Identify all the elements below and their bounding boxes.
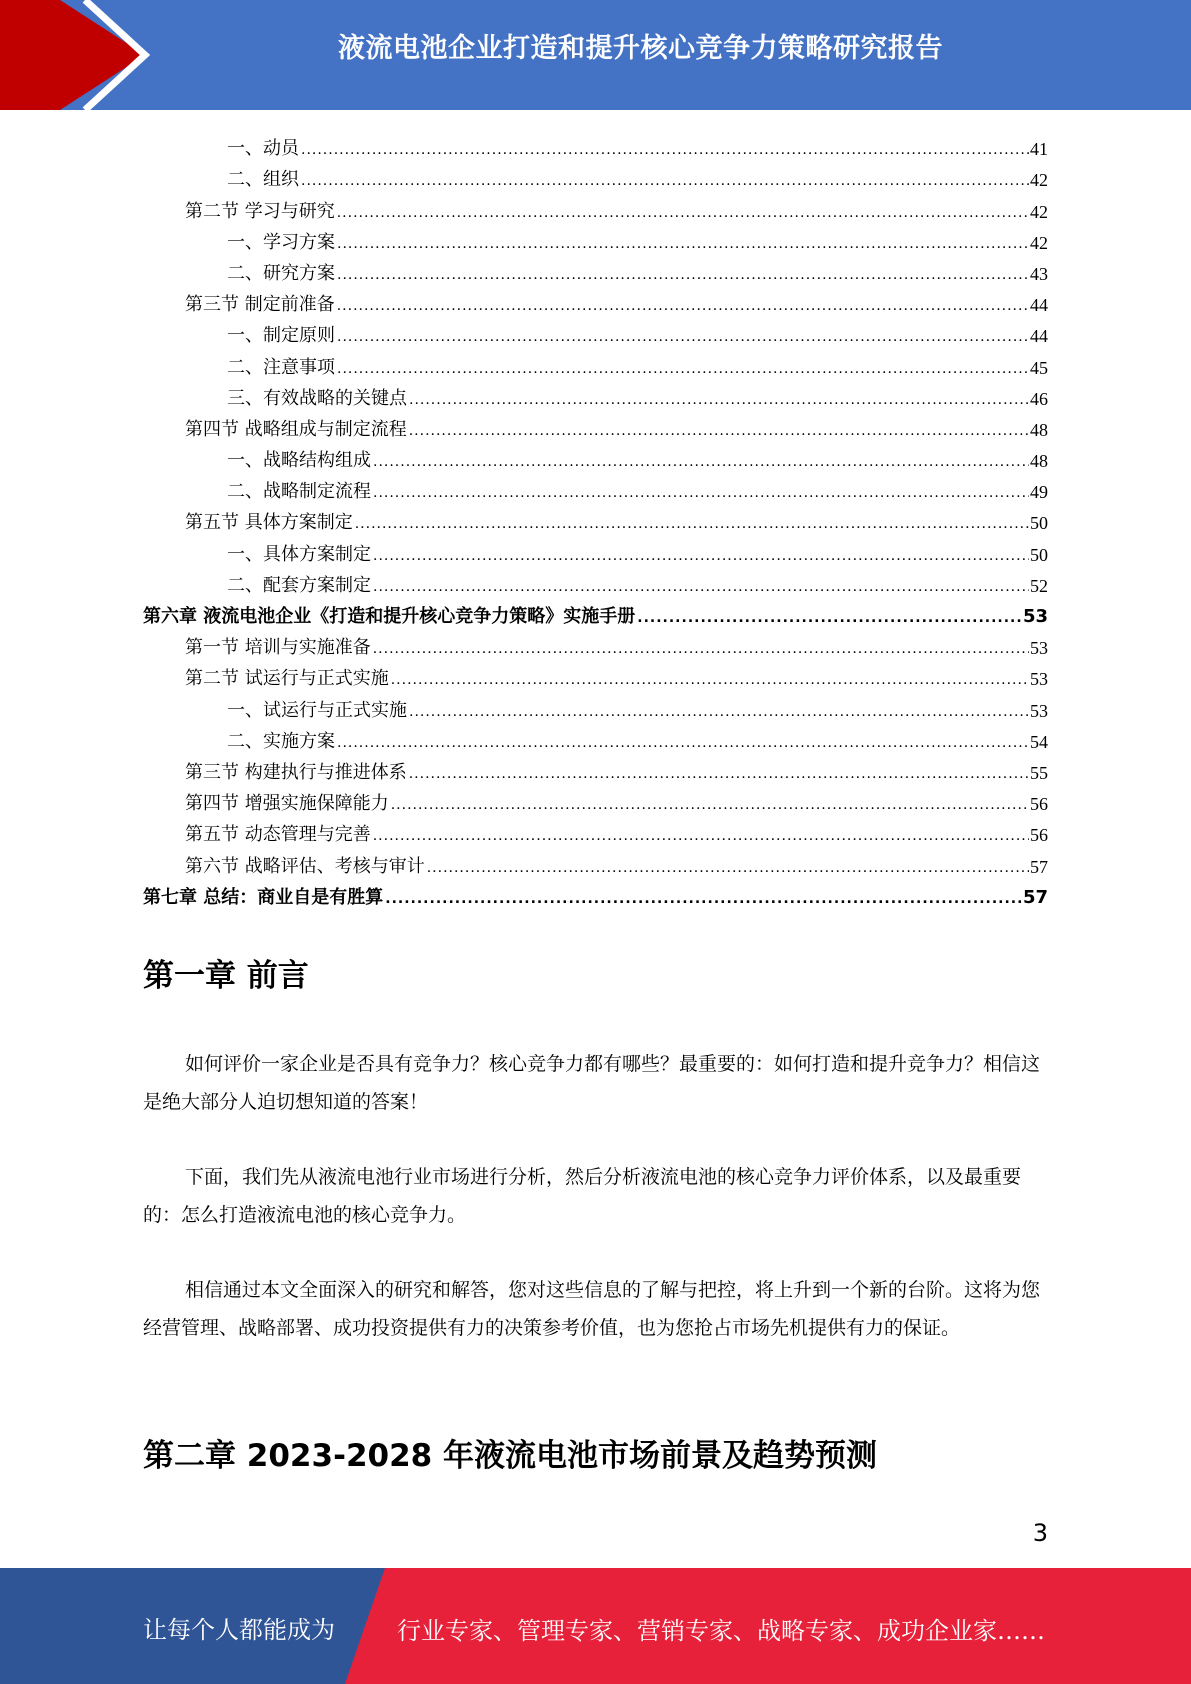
toc-dot-leader (373, 580, 1029, 594)
toc-subsection-entry[interactable] (143, 316, 1048, 347)
paragraph-1: 如何评价一家企业是否具有竞争力？核心竞争力都有哪些？最重要的：如何打造和提升竞争力？相信这是绝大部分人迫切想知道的答案！ (143, 1053, 1041, 1113)
toc-page-number: 48 (1030, 419, 1048, 440)
toc-dot-leader (385, 892, 1022, 906)
toc-entry-title: 二、注意事项 (227, 356, 335, 378)
toc-page-number: 50 (1030, 544, 1048, 565)
toc-subsection-entry[interactable] (143, 223, 1048, 254)
toc-section-entry[interactable] (143, 285, 1048, 316)
toc-page-number: 42 (1030, 201, 1048, 222)
toc-dot-leader (409, 424, 1029, 438)
toc-section-entry[interactable] (143, 815, 1048, 846)
toc-dot-leader (373, 829, 1029, 843)
toc-entry-title: 第二节 学习与研究 (185, 200, 335, 222)
toc-dot-leader (373, 486, 1029, 500)
toc-dot-leader (391, 798, 1029, 812)
toc-page-number: 46 (1030, 388, 1048, 409)
toc-page-number: 48 (1030, 451, 1048, 472)
toc-dot-leader (337, 299, 1029, 313)
toc-dot-leader (337, 268, 1029, 282)
toc-entry-title: 三、有效战略的关键点 (227, 387, 407, 409)
toc-page-number: 53 (1022, 606, 1048, 627)
toc-subsection-entry[interactable] (143, 347, 1048, 378)
toc-entry-title: 第七章 总结：商业自是有胜算 (143, 886, 384, 908)
toc-dot-leader (391, 673, 1029, 687)
toc-section-entry[interactable] (143, 784, 1048, 815)
toc-dot-leader (409, 393, 1029, 407)
toc-subsection-entry[interactable] (143, 441, 1048, 472)
paragraph-2: 下面，我们先从液流电池行业市场进行分析，然后分析液流电池的核心竞争力评价体系，以及最重要的：怎么打造液流电池的核心竞争力。 (143, 1166, 1022, 1226)
toc-page-number: 53 (1030, 700, 1048, 721)
toc-page-number: 41 (1030, 139, 1048, 160)
toc-dot-leader (373, 642, 1029, 656)
toc-page-number: 56 (1030, 794, 1048, 815)
toc-entry-title: 一、学习方案 (227, 231, 335, 253)
toc-page-number: 53 (1030, 669, 1048, 690)
toc-entry-title: 第三节 构建执行与推进体系 (185, 761, 407, 783)
toc-page-number: 53 (1030, 638, 1048, 659)
toc-page-number: 52 (1030, 575, 1048, 596)
toc-entry-title: 第六章 液流电池企业《打造和提升核心竞争力策略》实施手册 (143, 606, 636, 627)
toc-page-number: 54 (1030, 731, 1048, 752)
toc-entry-title: 第二节 试运行与正式实施 (185, 668, 389, 690)
toc-dot-leader (355, 517, 1029, 531)
toc-page-number: 44 (1030, 295, 1048, 316)
toc-entry-title: 一、制定原则 (227, 325, 335, 347)
toc-page-number: 57 (1030, 856, 1048, 877)
toc-section-entry[interactable] (143, 191, 1048, 222)
page-header (0, 0, 1191, 110)
toc-section-entry[interactable] (143, 628, 1048, 659)
toc-section-entry[interactable] (143, 410, 1048, 441)
chapter-1-heading: 第一章 前言 (143, 958, 309, 994)
toc-subsection-entry[interactable] (143, 254, 1048, 285)
header-red-arrow (0, 0, 145, 110)
toc-section-entry[interactable] (143, 503, 1048, 534)
toc-dot-leader (337, 237, 1029, 251)
toc-dot-leader (409, 767, 1029, 781)
toc-entry-title: 第三节 制定前准备 (185, 294, 335, 316)
toc-page-number: 57 (1022, 886, 1048, 908)
toc-entry-title: 二、实施方案 (227, 730, 335, 752)
toc-subsection-entry[interactable] (143, 129, 1048, 160)
toc-page-number: 55 (1030, 762, 1048, 783)
toc-entry-title: 第五节 动态管理与完善 (185, 824, 371, 846)
toc-dot-leader (337, 206, 1029, 220)
page-footer (0, 1568, 1191, 1684)
toc-dot-leader (373, 549, 1029, 563)
toc-entry-title: 一、战略结构组成 (227, 450, 371, 472)
toc-page-number: 42 (1030, 232, 1048, 253)
toc-subsection-entry[interactable] (143, 379, 1048, 410)
toc-subsection-entry[interactable] (143, 160, 1048, 191)
toc-dot-leader (409, 705, 1029, 719)
document-title: 液流电池企业打造和提升核心竞争力策略研究报告 (338, 33, 943, 64)
toc-dot-leader (337, 330, 1029, 344)
toc-dot-leader (637, 611, 1022, 625)
footer-slogan-left: 让每个人都能成为 (143, 1616, 335, 1644)
toc-entry-title: 二、组织 (227, 169, 299, 191)
toc-section-entry[interactable] (143, 659, 1048, 690)
toc-dot-leader (337, 736, 1029, 750)
toc-subsection-entry[interactable] (143, 472, 1048, 503)
toc-entry-title: 第一节 培训与实施准备 (185, 637, 371, 659)
footer-slogan-right: 行业专家、管理专家、营销专家、战略专家、成功企业家…… (397, 1617, 1045, 1645)
toc-entry-title: 第六节 战略评估、考核与审计 (185, 855, 425, 877)
toc-page-number: 45 (1030, 357, 1048, 378)
toc-page-number: 44 (1030, 326, 1048, 347)
chapter-2-heading: 第二章 2023-2028 年液流电池市场前景及趋势预测 (143, 1438, 878, 1474)
toc-entry-title: 一、动员 (227, 138, 299, 160)
toc-entry-title: 一、试运行与正式实施 (227, 699, 407, 721)
toc-entry-title: 第五节 具体方案制定 (185, 512, 353, 534)
table-of-contents (143, 129, 1048, 909)
toc-section-entry[interactable] (143, 753, 1048, 784)
toc-page-number: 43 (1030, 263, 1048, 284)
toc-entry-title: 第四节 增强实施保障能力 (185, 793, 389, 815)
paragraph-3: 相信通过本文全面深入的研究和解答，您对这些信息的了解与把控，将上升到一个新的台阶。这将为您经营管理、战略部署、成功投资提供有力的决策参考价值，也为您抢占市场先机提供有力的保证。 (143, 1279, 1041, 1339)
toc-subsection-entry[interactable] (143, 690, 1048, 721)
toc-page-number: 56 (1030, 825, 1048, 846)
toc-entry-title: 第四节 战略组成与制定流程 (185, 418, 407, 440)
toc-dot-leader (373, 455, 1029, 469)
toc-subsection-entry[interactable] (143, 534, 1048, 565)
toc-entry-title: 一、具体方案制定 (227, 543, 371, 565)
toc-entry-title: 二、研究方案 (227, 262, 335, 284)
toc-page-number: 50 (1030, 513, 1048, 534)
toc-dot-leader (337, 362, 1029, 376)
toc-dot-leader (427, 861, 1029, 875)
toc-dot-leader (301, 143, 1029, 157)
toc-dot-leader (301, 174, 1029, 188)
toc-entry-title: 二、配套方案制定 (227, 574, 371, 596)
toc-subsection-entry[interactable] (143, 722, 1048, 753)
toc-entry-title: 二、战略制定流程 (227, 481, 371, 503)
page-number: 3 (1032, 1519, 1048, 1547)
toc-page-number: 49 (1030, 482, 1048, 503)
toc-page-number: 42 (1030, 170, 1048, 191)
toc-section-entry[interactable] (143, 846, 1048, 877)
toc-subsection-entry[interactable] (143, 566, 1048, 597)
toc-chapter-entry[interactable] (143, 597, 1048, 628)
toc-chapter-entry[interactable] (143, 878, 1048, 909)
